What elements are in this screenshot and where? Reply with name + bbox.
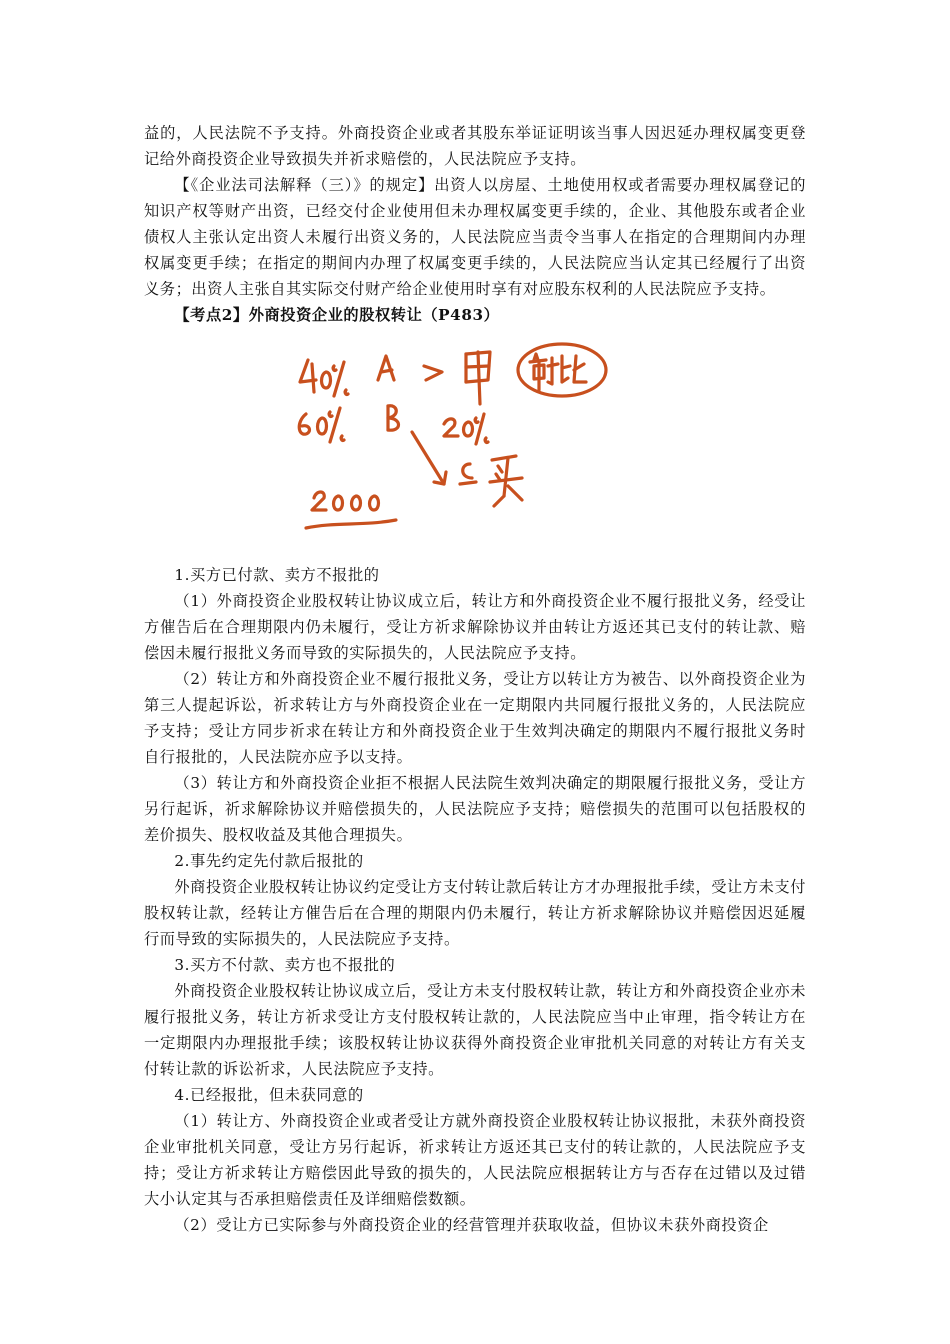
section-heading: 【考点2】外商投资企业的股权转让（P483） (174, 306, 500, 324)
bottom-text-block (144, 562, 806, 1238)
sketch-label-60-percent (299, 408, 344, 442)
paragraph: （1）转让方、外商投资企业或者受让方就外商投资企业股权转让协议报批，未获外商投资企业审批机关同意，受让方另行起诉，祈求转让方返还其已支付的转让款的，人民法院应予支持；受让方祈求转让方赔偿因此导致的损失的，人民法院应根据转让方与否存在过错以及过错大小认定其与否承担赔偿责任及详细赔偿数额。 (144, 1112, 806, 1208)
sketch-label-2000 (306, 492, 396, 528)
paragraph: 外商投资企业股权转让协议成立后，受让方未支付股权转让款，转让方和外商投资企业亦未履行报批义务，转让方祈求受让方支付股权转让款的，人民法院应当中止审理，指令转让方在一定期限内办理报批手续；该股权转让协议获得外商投资企业审批机关同意的对转让方有关支付转让款的诉讼祈求，人民法院应予支持。 (144, 982, 806, 1078)
sketch-label-a (378, 356, 394, 380)
paragraph: 4.已经报批，但未获同意的 (174, 1086, 364, 1104)
sketch-label-b (388, 406, 399, 430)
sketch-label-approval (518, 344, 606, 396)
paragraph: 1.买方已付款、卖方不报批的 (174, 566, 380, 584)
sketch-arrow-gt (424, 366, 442, 380)
sketch-label-c (460, 464, 476, 484)
paragraph: （3）转让方和外商投资企业拒不根据人民法院生效判决确定的期限履行报批义务，受让方另行起诉，祈求解除协议并赔偿损失的，人民法院应予支持；赔偿损失的范围可以包括股权的差价损失、股权收益及其他合理损失。 (144, 774, 806, 844)
sketch-drawing (294, 332, 654, 558)
document-page (144, 120, 806, 1238)
handwritten-sketch (144, 332, 806, 558)
paragraph: 外商投资企业股权转让协议约定受让方支付转让款后转让方才办理报批手续，受让方未支付股权转让款，经转让方催告后在合理的期限内仍未履行，转让方祈求解除协议并赔偿因迟延履行而导致的实际损失的，人民法院应予支持。 (144, 878, 806, 948)
top-text-block (144, 120, 806, 328)
sketch-label-20-percent (444, 414, 488, 444)
paragraph: （2）受让方已实际参与外商投资企业的经营管理并获取收益，但协议未获外商投资企 (174, 1216, 769, 1234)
sketch-arrow-down (412, 432, 446, 484)
paragraph: （1）外商投资企业股权转让协议成立后，转让方和外商投资企业不履行报批义务，经受让方催告后在合理期限内仍未履行，受让方祈求解除协议并由转让方返还其已支付的转让款、赔偿因未履行报批义务而导致的实际损失的，人民法院应予支持。 (144, 592, 806, 662)
paragraph: （2）转让方和外商投资企业不履行报批义务，受让方以转让方为被告、以外商投资企业为第三人提起诉讼，祈求转让方与外商投资企业在一定期限内共同履行报批义务的，人民法院应予支持；受让方同步祈求在转让方和外商投资企业于生效判决确定的期限内不履行报批义务时自行报批的，人民法院亦应予以支持。 (144, 670, 806, 766)
sketch-label-buy (490, 456, 522, 506)
paragraph: 益的，人民法院不予支持。外商投资企业或者其股东举证证明该当事人因迟延办理权属变更登记给外商投资企业导致损失并祈求赔偿的，人民法院应予支持。 (144, 124, 806, 168)
paragraph: 3.买方不付款、卖方也不报批的 (174, 956, 396, 974)
sketch-label-jia (466, 352, 490, 404)
sketch-label-40-percent (300, 360, 348, 396)
paragraph: 2.事先约定先付款后报批的 (174, 852, 364, 870)
paragraph: 【《企业法司法解释（三）》的规定】出资人以房屋、土地使用权或者需要办理权属登记的知识产权等财产出资，已经交付企业使用但未办理权属变更手续的，企业、其他股东或者企业债权人主张认定出资人未履行出资义务的，人民法院应当责令当事人在指定的合理期间内办理权属变更手续；在指定的期间内办理了权属变更手续的，人民法院应当认定其已经履行了出资义务；出资人主张自其实际交付财产给企业使用时享有对应股东权利的人民法院应予支持。 (144, 176, 806, 298)
